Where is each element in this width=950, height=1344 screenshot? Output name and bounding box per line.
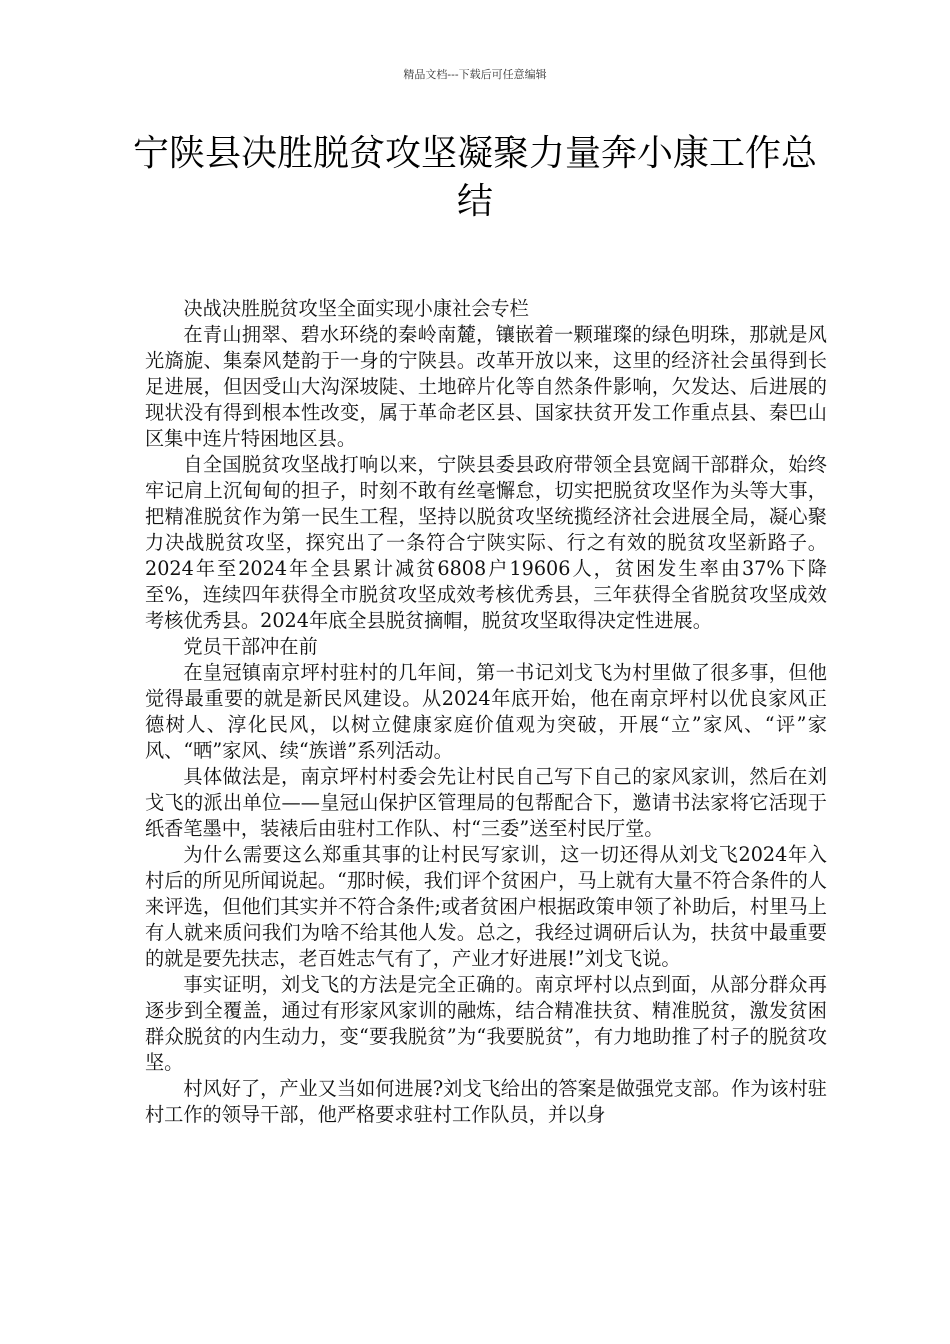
section-heading-column: 决战决胜脱贫攻坚全面实现小康社会专栏	[183, 297, 529, 320]
document-body	[145, 296, 827, 1128]
document-title: 宁陕县决胜脱贫攻坚凝聚力量奔小康工作总结	[132, 133, 817, 222]
paragraph-party-branch: 村风好了，产业又当如何进展?刘戈飞给出的答案是做强党支部。作为该村驻村工作的领导干部，他严格要求驻村工作队员，并以身	[145, 1077, 827, 1126]
paragraph-reason: 为什么需要这么郑重其事的让村民写家训，这一切还得从刘戈飞2024年入村后的所见所闻说起。“那时候，我们评个贫困户，马上就有大量不符合条件的人来评选，但他们其实并不符合条件;或者贫困户根据政策申领了补助后，村里马上有人就来质问我们为啥不给其他人发。总之，我经过调研后认为，扶贫中最重要的就是要先扶志，老百姓志气有了，产业才好进展!”刘戈飞说。	[145, 843, 827, 970]
paragraph-intro: 在青山拥翠、碧水环绕的秦岭南麓，镶嵌着一颗璀璨的绿色明珠，那就是风光旖旎、集秦风楚韵于一身的宁陕县。改革开放以来，这里的经济社会虽得到长足进展，但因受山大沟深坡陡、土地碎片化等自然条件影响，欠发达、后进展的现状没有得到根本性改变，属于革命老区县、国家扶贫开发工作重点县、秦巴山区集中连片特困地区县。	[145, 323, 827, 450]
paragraph-village: 在皇冠镇南京坪村驻村的几年间，第一书记刘戈飞为村里做了很多事，但他觉得最重要的就是新民风建设。从2024年底开始，他在南京坪村以优良家风正德树人、淳化民风，以树立健康家庭价值观为突破，开展“立”家风、“评”家风、“晒”家风、续“族谱”系列活动。	[145, 661, 827, 762]
paragraph-method: 具体做法是，南京坪村村委会先让村民自己写下自己的家风家训，然后在刘戈飞的派出单位——皇冠山保护区管理局的包帮配合下，邀请书法家将它活现于纸香笔墨中，装裱后由驻村工作队、村“三委”送至村民厅堂。	[145, 765, 827, 840]
paragraph-result: 事实证明，刘戈飞的方法是完全正确的。南京坪村以点到面，从部分群众再逐步到全覆盖，通过有形家风家训的融炼，结合精准扶贫、精准脱贫，激发贫困群众脱贫的内生动力，变“要我脱贫”为“我要脱贫”，有力地助推了村子的脱贫攻坚。	[145, 973, 827, 1074]
paragraph-overview: 自全国脱贫攻坚战打响以来，宁陕县委县政府带领全县宽阔干部群众，始终牢记肩上沉甸甸的担子，时刻不敢有丝毫懈怠，切实把脱贫攻坚作为头等大事，把精准脱贫作为第一民生工程，坚持以脱贫攻坚统揽经济社会进展全局，凝心聚力决战脱贫攻坚，探究出了一条符合宁陕实际、行之有效的脱贫攻坚新路子。2024年至2024年全县累计减贫6808户19606人，贫困发生率由37%下降至%，连续四年获得全市脱贫攻坚成效考核优秀县，三年获得全省脱贫攻坚成效考核优秀县。2024年底全县脱贫摘帽，脱贫攻坚取得决定性进展。	[145, 453, 827, 632]
section-heading-cadres: 党员干部冲在前	[183, 635, 318, 658]
header-note: 精品文档---下载后可任意编辑	[403, 68, 547, 81]
